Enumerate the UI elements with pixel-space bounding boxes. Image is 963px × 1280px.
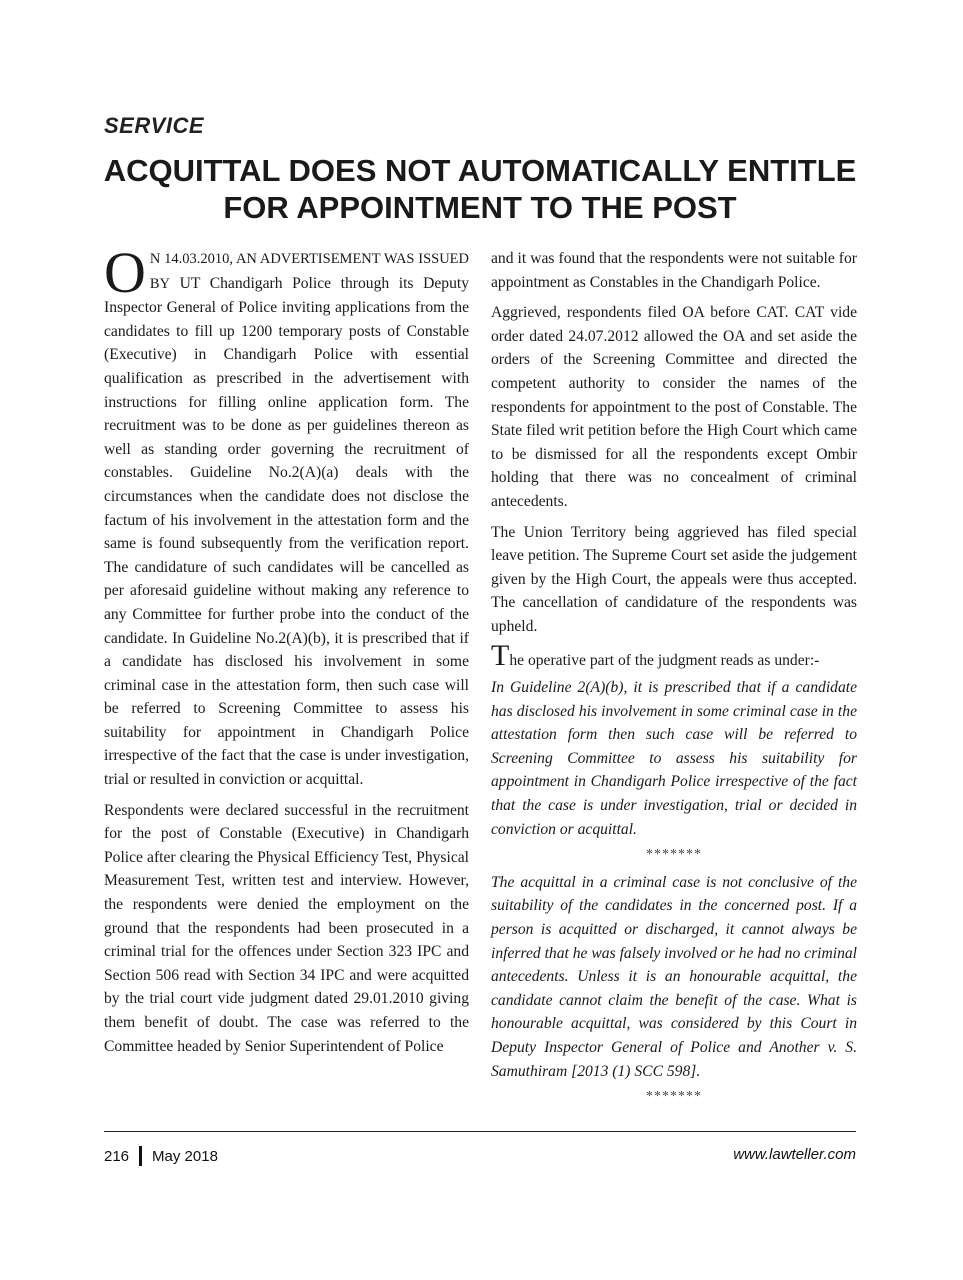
left-column bbox=[104, 240, 469, 1065]
footer-rule bbox=[104, 1131, 856, 1132]
separator-stars-1: ******* bbox=[646, 847, 702, 863]
quote-1: In Guideline 2(A)(b), it is prescribed that if a candidate has disclosed his involvement in some criminal case in the attestation form then such case will be referred to Screening Committee to assess his suitability for appointment in Chandigarh Police irrespective of the fact that the case is under investigation, trial or decided in conviction or acquittal. bbox=[491, 679, 857, 838]
left-paragraph-2: Respondents were declared successful in the recruitment for the post of Constable (Executive) in Chandigarh Police after clearing the Physical Efficiency Test, Physical Measurement Test, written test and interview. However, the respondents were denied the employment on the ground that the respondents had been prosecuted in a criminal trial for the offences under Section 323 IPC and Section 506 read with Section 34 IPC and were acquitted by the trial court vide judgment dated 29.01.2010 giving them benefit of doubt. The case was referred to the Committee headed by Senior Superintendent of Police bbox=[104, 801, 469, 1055]
separator-stars-2: ******* bbox=[646, 1089, 702, 1105]
article-title bbox=[90, 152, 870, 226]
quote-2: The acquittal in a criminal case is not conclusive of the suitability of the candidates in the concerned post. If a person is acquitted or discharged, it cannot always be inferred that he was falsely involved or he had no criminal antecedents. Unless it is an honourable acquittal, the candidate cannot claim the benefit of the case. What is honourable acquittal, was considered by this Court in Deputy Inspector General of Police and Another v. S. Samuthiram [2013 (1) SCC 598]. bbox=[491, 873, 857, 1080]
right-paragraph-3: The Union Territory being aggrieved has filed special leave petition. The Supreme Court set aside the judgement given by the High Court, the appeals were thus accepted. The cancellation of candidature of the respondents was upheld. bbox=[491, 523, 857, 635]
right-paragraph-4 bbox=[491, 638, 857, 673]
issue-date: May 2018 bbox=[152, 1147, 218, 1165]
right-column bbox=[491, 247, 857, 1113]
left-paragraph-1 bbox=[104, 240, 469, 792]
title-line-1: ACQUITTAL DOES NOT AUTOMATICALLY ENTITLE bbox=[103, 153, 857, 188]
lead-in-caps: N 14.03.2010, AN ADVERTISEMENT WAS ISSUED BY bbox=[149, 251, 469, 292]
right-paragraph-4-text: he operative part of the judgment reads as under:- bbox=[509, 651, 820, 669]
page-number: 216 bbox=[104, 1147, 130, 1165]
right-paragraph-1: and it was found that the respondents were not suitable for appointment as Constables in the Chandigarh Police. bbox=[491, 250, 857, 291]
drop-cap: O bbox=[104, 240, 146, 305]
large-initial: T bbox=[491, 638, 510, 672]
footer-divider bbox=[139, 1146, 142, 1166]
website-url: www.lawteller.com bbox=[733, 1146, 856, 1163]
right-paragraph-2: Aggrieved, respondents filed OA before CAT. CAT vide order dated 24.07.2012 allowed the OA and set aside the orders of the Screening Committee and directed the competent authority to consider the names of the respondents for appointment to the post of Constable. The State filed writ petition before the High Court which came to be dismissed for all the respondents except Ombir holding that there was no concealment of criminal antecedents. bbox=[491, 304, 857, 510]
title-line-2: FOR APPOINTMENT TO THE POST bbox=[223, 190, 737, 225]
left-paragraph-1-text: UT Chandigarh Police through its Deputy Inspector General of Police inviting applications from the candidates to fill up 1200 temporary posts of Constable (Executive) in Chandigarh Police with essential qualification as prescribed in the advertisement with instructions for filling online application form. The recruitment was to be done as per guidelines thereon as well as standing order governing the recruitment of constables. Guideline No.2(A)(a) deals with the circumstances when the candidate does not disclose the factum of his involvement in the attestation form and the same is found subsequently from the verification report. The candidature of such candidates will be cancelled as per aforesaid guideline without making any reference to any Committee for further probe into the conduct of the candidate. In Guideline No.2(A)(b), it is prescribed that if a candidate has disclosed his involvement in some criminal case in the attestation form, then such case will be referred to Screening Committee to assess his suitability for appointment in Chandigarh Police irrespective of the fact that the case is under investigation, trial or resulted in conviction or acquittal. bbox=[104, 274, 469, 789]
section-label: SERVICE bbox=[104, 113, 205, 138]
footer-left bbox=[104, 1146, 218, 1166]
